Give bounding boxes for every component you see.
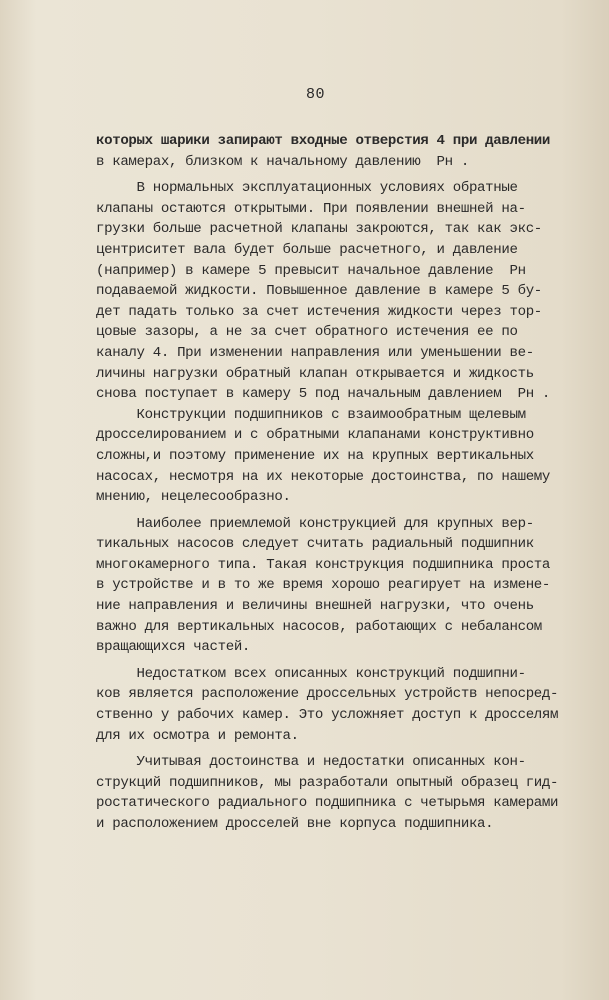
text-line: для их осмотра и ремонта.	[96, 727, 299, 744]
text-line: цовые зазоры, а не за счет обратного истечения ее по	[96, 324, 518, 341]
text-line: насосах, несмотря на их некоторые достоинства, по нашему	[96, 468, 551, 485]
text-line: каналу 4. При изменении направления или уменьшении ве-	[96, 344, 534, 361]
text-line: в устройстве и в то же время хорошо реагирует на измене-	[96, 577, 551, 594]
paragraph	[96, 178, 596, 405]
paragraph	[96, 514, 596, 658]
text-line: личины нагрузки обратный клапан открывается и жидкость	[96, 365, 534, 382]
paragraph	[96, 131, 596, 172]
text-line: В нормальных эксплуатационных условиях обратные	[96, 180, 518, 197]
text-line: вращающихся частей.	[96, 639, 251, 656]
page-number: 80	[305, 86, 325, 103]
text-line: важно для вертикальных насосов, работающих с небалансом	[96, 618, 542, 635]
text-line: тикальных насосов следует считать радиальный подшипник	[96, 536, 534, 553]
text-line: ростатического радиального подшипника с четырьмя камерами	[96, 795, 559, 812]
text-line: снова поступает в камеру 5 под начальным давлением Pн .	[96, 386, 551, 403]
paragraph	[96, 405, 596, 508]
text-line: ков является расположение дроссельных устройств непосред-	[96, 686, 559, 703]
text-line: подаваемой жидкости. Повышенное давление в камере 5 бу-	[96, 283, 542, 300]
paragraph	[96, 664, 596, 746]
text-line: центриситет вала будет больше расчетного, и давление	[96, 241, 518, 258]
paragraph	[96, 752, 596, 834]
text-line: Наиболее приемлемой конструкцией для крупных вер-	[96, 515, 534, 532]
text-line: сложны,и поэтому применение их на крупных вертикальных	[96, 447, 534, 464]
text-line: и расположением дросселей вне корпуса подшипника.	[96, 816, 494, 832]
text-line: ние направления и величины внешней нагрузки, что очень	[96, 598, 534, 615]
text-line: ственно у рабочих камер. Это усложняет доступ к дросселям	[96, 707, 559, 724]
text-line: клапаны остаются открытыми. При появлении внешней на-	[96, 200, 526, 217]
text-line: Учитывая достоинства и недостатки описанных кон-	[96, 754, 526, 771]
text-line: многокамерного типа. Такая конструкция подшипника проста	[96, 556, 551, 573]
text-line: мнению, нецелесообразно.	[96, 489, 291, 506]
text-line: (например) в камере 5 превысит начальное давление Pн	[96, 262, 526, 279]
text-line: струкций подшипников, мы разработали опытный образец гид-	[96, 774, 559, 791]
text-line: грузки больше расчетной клапаны закроются, так как экс-	[96, 221, 542, 238]
text-line: дет падать только за счет истечения жидкости через тор-	[96, 303, 542, 320]
text-line: Недостатком всех описанных конструкций подшипни-	[96, 665, 526, 682]
text-line: Конструкции подшипников с взаимообратным щелевым	[96, 406, 526, 423]
body-text	[96, 131, 596, 835]
text-line: в камерах, близком к начальному давлению Pн .	[96, 153, 469, 170]
text-line: которых шарики запирают входные отверстия 4 при давлении	[96, 133, 551, 149]
text-line: дросселированием и с обратными клапанами конструктивно	[96, 427, 534, 444]
